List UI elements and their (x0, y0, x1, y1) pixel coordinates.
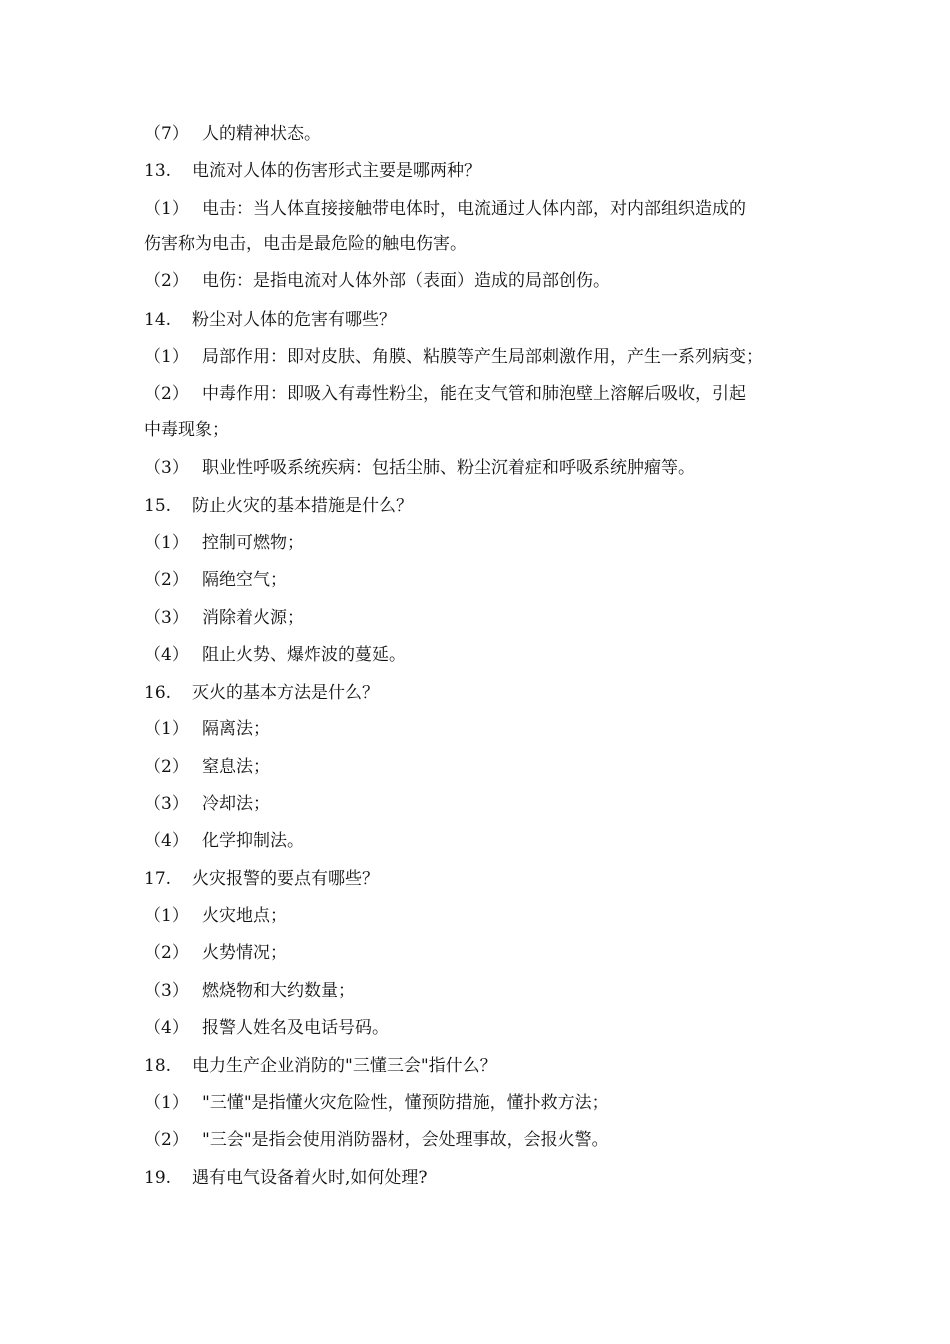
question-number: 15. (144, 496, 172, 516)
list-item (144, 123, 814, 145)
item-text: 冷却法； (202, 794, 270, 814)
list-item (144, 1092, 814, 1114)
question-heading (144, 868, 814, 890)
question-text: 灭火的基本方法是什么？ (192, 683, 379, 703)
question-text: 粉尘对人体的危害有哪些？ (192, 310, 396, 330)
list-item (144, 980, 814, 1002)
item-text: 控制可燃物； (202, 533, 304, 553)
question-heading (144, 1055, 814, 1077)
list-item (144, 270, 814, 292)
question-text: 遇有电气设备着火时,如何处理? (192, 1168, 428, 1188)
item-marker: （4） (144, 831, 189, 851)
item-marker: （1） (144, 906, 189, 926)
list-item (144, 905, 814, 927)
item-text: 电伤：是指电流对人体外部（表面）造成的局部创伤。 (202, 271, 610, 291)
item-text: 局部作用：即对皮肤、角膜、粘膜等产生局部刺激作用，产生一系列病变； (202, 347, 763, 367)
item-marker: （3） (144, 981, 189, 1001)
item-marker: （1） (144, 199, 189, 219)
item-text: 隔绝空气； (202, 570, 287, 590)
item-text: 火势情况； (202, 943, 287, 963)
list-item (144, 198, 814, 220)
list-item (144, 1129, 814, 1151)
question-number: 18. (144, 1056, 172, 1076)
item-marker: （2） (144, 570, 189, 590)
list-item (144, 718, 814, 740)
item-text: "三懂"是指懂火灾危险性，懂预防措施，懂扑救方法； (202, 1093, 609, 1113)
item-text: 报警人姓名及电话号码。 (202, 1018, 389, 1038)
question-heading (144, 160, 814, 182)
item-marker: （1） (144, 719, 189, 739)
item-text: "三会"是指会使用消防器材，会处理事故，会报火警。 (202, 1130, 609, 1150)
item-text: 隔离法； (202, 719, 270, 739)
item-text: 中毒作用：即吸入有毒性粉尘，能在支气管和肺泡壁上溶解后吸收，引起 (202, 384, 746, 404)
item-marker: （1） (144, 1093, 189, 1113)
list-item-continuation (144, 233, 814, 255)
item-text: 职业性呼吸系统疾病：包括尘肺、粉尘沉着症和呼吸系统肿瘤等。 (202, 458, 695, 478)
item-text: 消除着火源； (202, 608, 304, 628)
item-text: 化学抑制法。 (202, 831, 304, 851)
item-marker: （7） (144, 124, 189, 144)
item-marker: （3） (144, 458, 189, 478)
question-number: 14. (144, 310, 172, 330)
list-item (144, 457, 814, 479)
list-item (144, 830, 814, 852)
list-item (144, 756, 814, 778)
item-marker: （4） (144, 1018, 189, 1038)
question-number: 17. (144, 869, 172, 889)
item-text: 火灾地点； (202, 906, 287, 926)
item-marker: （2） (144, 384, 189, 404)
item-text: 伤害称为电击，电击是最危险的触电伤害。 (144, 234, 467, 254)
item-text: 人的精神状态。 (202, 124, 321, 144)
question-heading (144, 495, 814, 517)
question-text: 防止火灾的基本措施是什么？ (192, 496, 413, 516)
list-item (144, 569, 814, 591)
item-marker: （2） (144, 271, 189, 291)
item-text: 中毒现象； (144, 420, 229, 440)
list-item (144, 532, 814, 554)
question-heading (144, 682, 814, 704)
question-text: 火灾报警的要点有哪些？ (192, 869, 379, 889)
question-heading (144, 309, 814, 331)
list-item-continuation (144, 419, 814, 441)
item-marker: （2） (144, 943, 189, 963)
list-item (144, 346, 814, 368)
item-marker: （3） (144, 608, 189, 628)
item-text: 窒息法； (202, 757, 270, 777)
item-marker: （3） (144, 794, 189, 814)
list-item (144, 383, 814, 405)
question-text: 电力生产企业消防的"三懂三会"指什么？ (192, 1056, 497, 1076)
question-number: 13. (144, 161, 172, 181)
item-marker: （4） (144, 645, 189, 665)
item-marker: （1） (144, 533, 189, 553)
question-heading (144, 1167, 814, 1189)
item-text: 阻止火势、爆炸波的蔓延。 (202, 645, 406, 665)
item-text: 电击：当人体直接接触带电体时，电流通过人体内部，对内部组织造成的 (202, 199, 746, 219)
list-item (144, 607, 814, 629)
list-item (144, 793, 814, 815)
item-text: 燃烧物和大约数量； (202, 981, 355, 1001)
item-marker: （2） (144, 1130, 189, 1150)
list-item (144, 644, 814, 666)
list-item (144, 1017, 814, 1039)
item-marker: （2） (144, 757, 189, 777)
question-text: 电流对人体的伤害形式主要是哪两种？ (192, 161, 481, 181)
item-marker: （1） (144, 347, 189, 367)
question-number: 19. (144, 1168, 172, 1188)
list-item (144, 942, 814, 964)
question-number: 16. (144, 683, 172, 703)
